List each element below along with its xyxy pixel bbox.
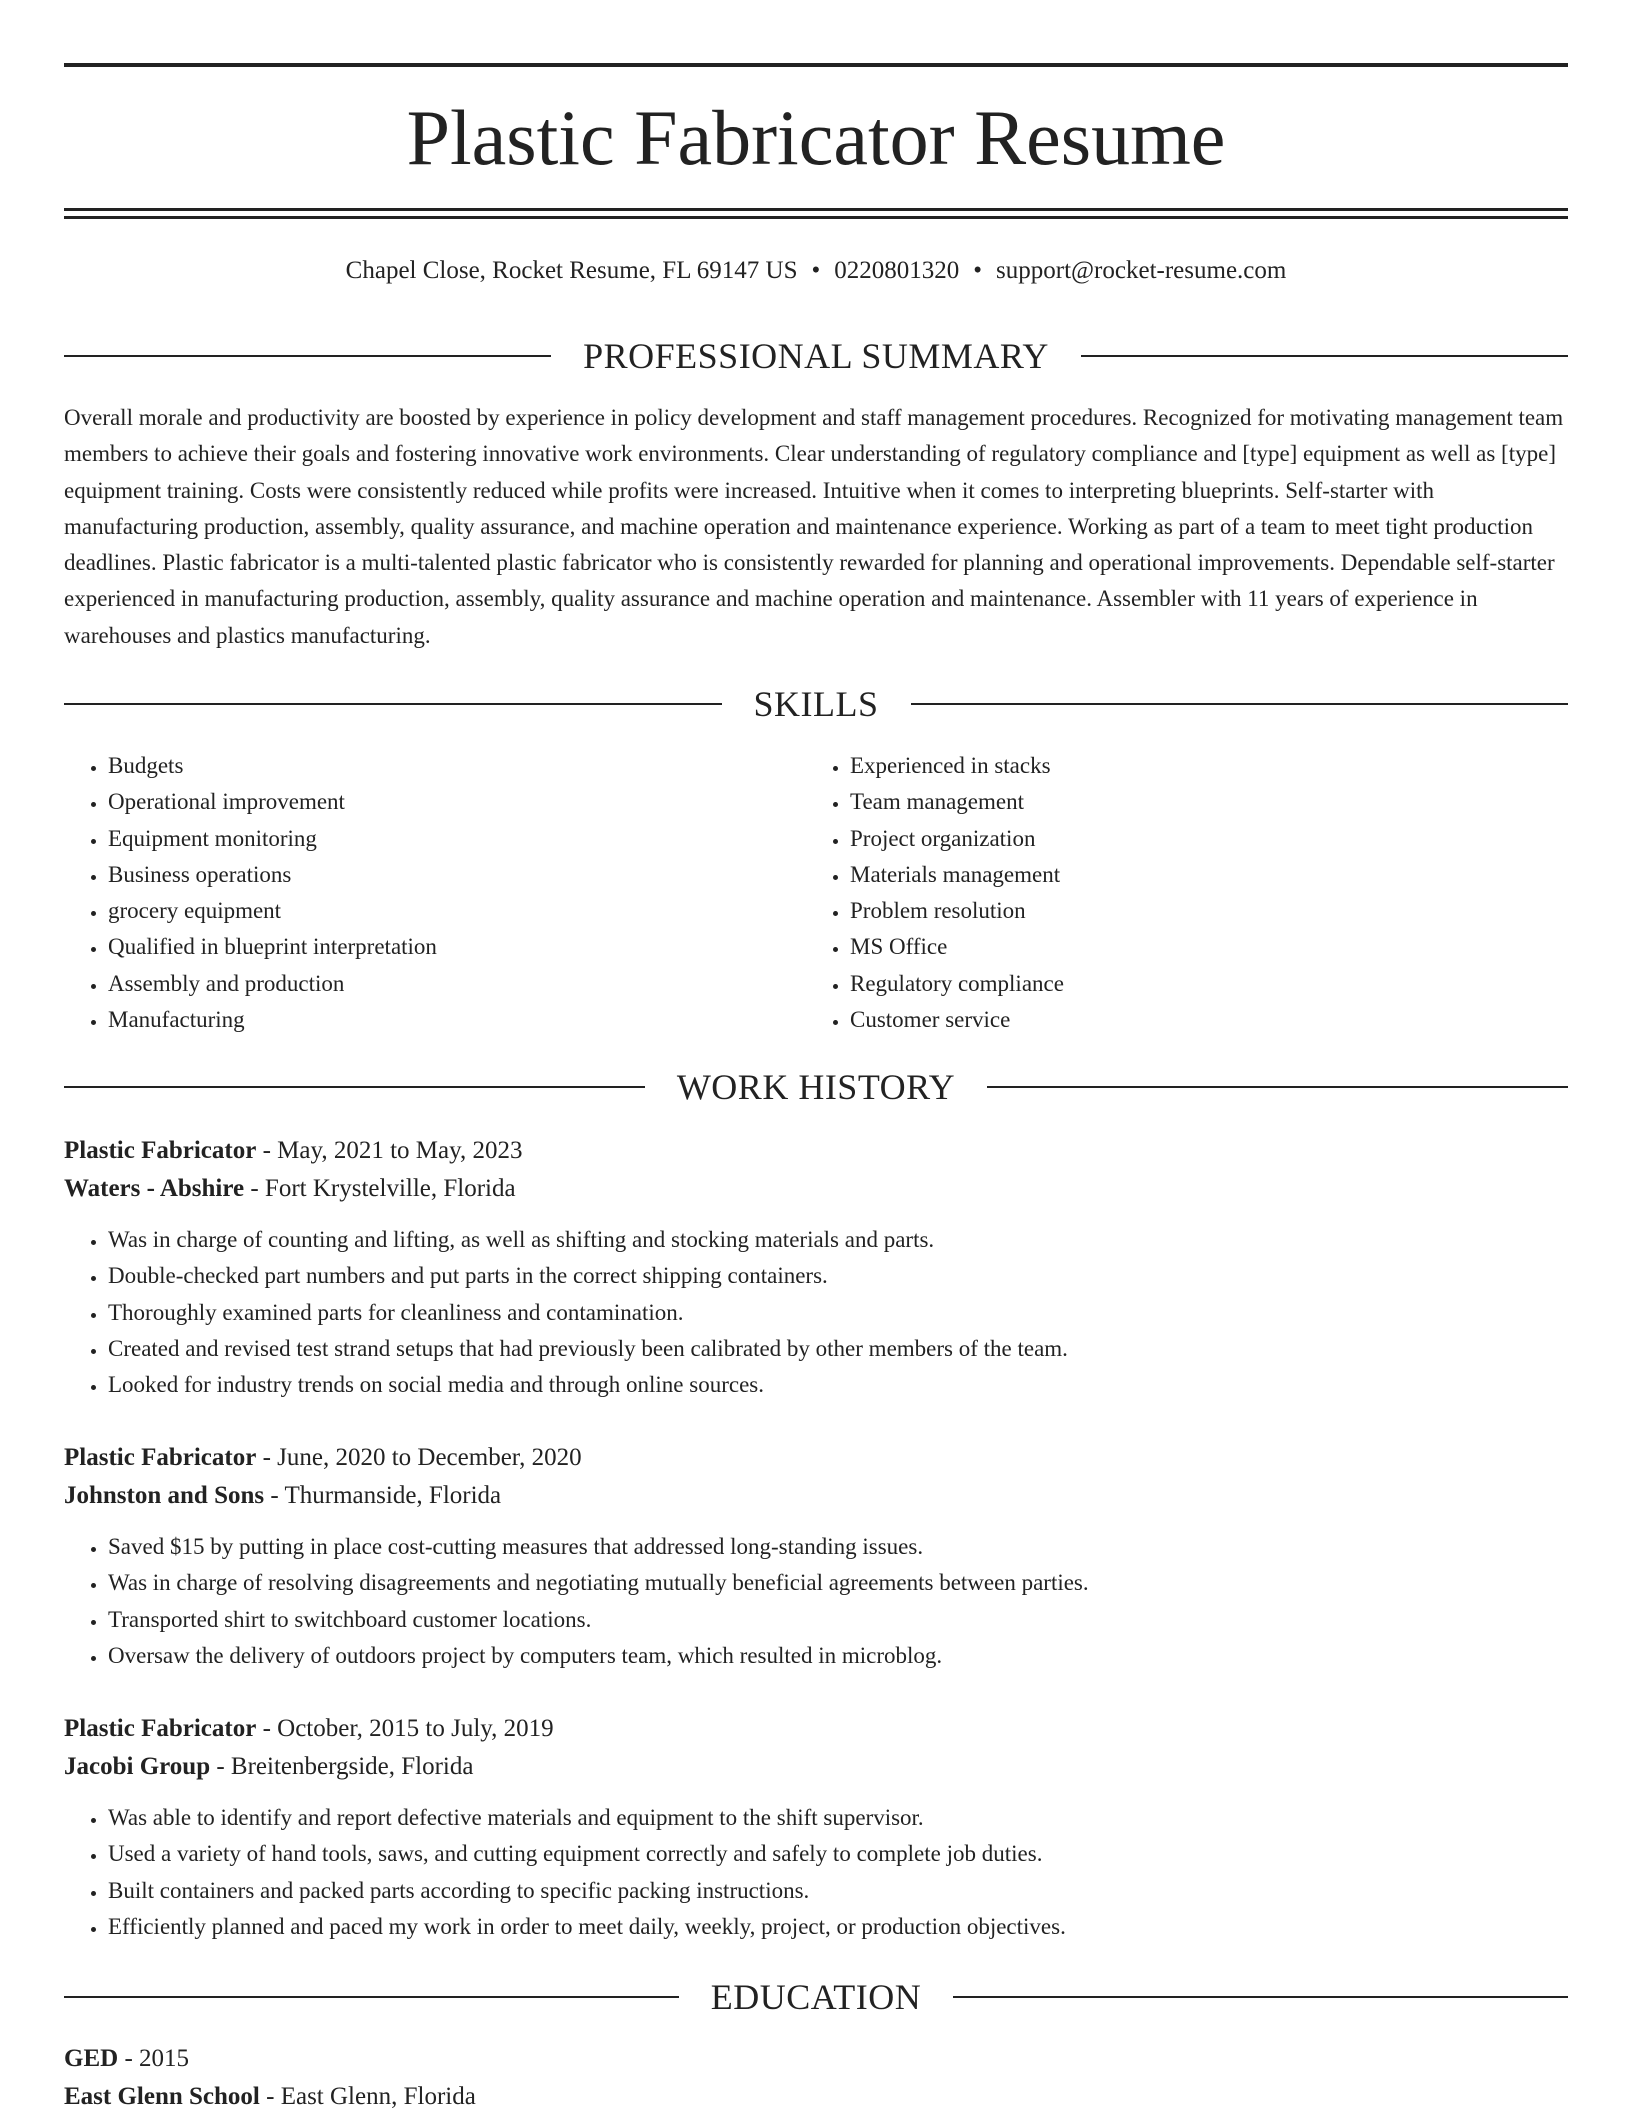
job-entry (64, 1132, 1568, 1403)
section-title: PROFESSIONAL SUMMARY (583, 336, 1049, 376)
heading-rule (911, 703, 1569, 705)
job-company-line (64, 1748, 1568, 1786)
job-duty: • Double-checked part numbers and put parts in the correct shipping containers. (108, 1258, 1568, 1294)
job-duty: • Saved $15 by putting in place cost-cutting measures that addressed long-standing issues. (108, 1529, 1568, 1565)
skill-item: • grocery equipment (108, 893, 764, 929)
job-duties-list (64, 1529, 1568, 1674)
job-dates: June, 2020 to December, 2020 (277, 1444, 582, 1471)
skill-item: • Budgets (108, 748, 764, 784)
skill-item: • Business operations (108, 857, 764, 893)
skill-item: • Team management (850, 784, 1506, 820)
skills-list (64, 748, 764, 1038)
job-duty: • Built containers and packed parts according to specific packing instructions. (108, 1873, 1568, 1909)
skill-item: • Experienced in stacks (850, 748, 1506, 784)
dash: - (216, 1753, 225, 1780)
top-rule (64, 63, 1568, 67)
education-degree-line (64, 2040, 1568, 2078)
education-school: East Glenn School (64, 2083, 260, 2110)
skill-item: • Customer service (850, 1002, 1506, 1038)
job-title: Plastic Fabricator (64, 1715, 257, 1742)
job-duty: • Used a variety of hand tools, saws, and cutting equipment correctly and safely to complete job duties. (108, 1836, 1568, 1872)
contact-separator: • (811, 257, 821, 284)
job-duty: • Transported shirt to switchboard customer locations. (108, 1602, 1568, 1638)
skill-item: • Manufacturing (108, 1002, 764, 1038)
job-location: Breitenbergside, Florida (230, 1753, 474, 1780)
heading-rule (64, 1996, 679, 1998)
job-company-line (64, 1170, 1568, 1208)
skill-item: • Assembly and production (108, 966, 764, 1002)
dash: - (262, 1444, 271, 1471)
skill-item: • Regulatory compliance (850, 966, 1506, 1002)
skill-item: • Operational improvement (108, 784, 764, 820)
job-location: Fort Krystelville, Florida (264, 1175, 516, 1202)
education-entry (64, 2040, 1568, 2116)
job-duties-list (64, 1800, 1568, 1945)
dash: - (262, 1715, 271, 1742)
contact-email: support@rocket-resume.com (996, 257, 1287, 284)
dash: - (266, 2083, 275, 2110)
skills-column-left (64, 748, 764, 1038)
job-company: Waters - Abshire (64, 1175, 245, 1202)
job-duty: • Was able to identify and report defective materials and equipment to the shift supervisor. (108, 1800, 1568, 1836)
job-entry (64, 1710, 1568, 1945)
contact-separator: • (973, 257, 983, 284)
job-duty: • Thoroughly examined parts for cleanliness and contamination. (108, 1295, 1568, 1331)
job-title-line (64, 1710, 1568, 1748)
title-double-rule (64, 208, 1568, 219)
skills-list (806, 748, 1506, 1038)
heading-rule (953, 1996, 1568, 1998)
skill-item: • Materials management (850, 857, 1506, 893)
job-company: Jacobi Group (64, 1753, 211, 1780)
job-dates: October, 2015 to July, 2019 (277, 1715, 554, 1742)
skill-item: • Qualified in blueprint interpretation (108, 929, 764, 965)
section-heading-skills (64, 684, 1568, 724)
contact-phone: 0220801320 (834, 257, 960, 284)
job-duty: • Was in charge of counting and lifting, as well as shifting and stocking materials and parts. (108, 1222, 1568, 1258)
education-degree: GED (64, 2045, 119, 2072)
summary-text: Overall morale and productivity are boosted by experience in policy development and staff management procedures. Recognized for motivating management team members to achieve their goals and fostering innovative work environments. Clear understanding of regulatory compliance and [type] equipment as well as [type] equipment training. Costs were consistently reduced while profits were increased. Intuitive when it comes to interpreting blueprints. Self-starter with manufacturing production, assembly, quality assurance, and machine operation and maintenance experience. Working as part of a team to meet tight production deadlines. Plastic fabricator is a multi-talented plastic fabricator who is consistently rewarded for planning and operational improvements. Dependable self-starter experienced in manufacturing production, assembly, quality assurance and machine operation and maintenance. Assembler with 11 years of experience in warehouses and plastics manufacturing. (64, 405, 1564, 648)
job-duty: • Created and revised test strand setups that had previously been calibrated by other members of the team. (108, 1331, 1568, 1367)
heading-rule (64, 355, 551, 357)
education-year: 2015 (139, 2045, 190, 2072)
section-heading-education (64, 1977, 1568, 2017)
dash: - (250, 1175, 259, 1202)
job-entry (64, 1439, 1568, 1674)
section-title: EDUCATION (710, 1977, 922, 2017)
heading-rule (64, 1086, 645, 1088)
job-title: Plastic Fabricator (64, 1137, 257, 1164)
skill-item: • Equipment monitoring (108, 821, 764, 857)
job-title-line (64, 1132, 1568, 1170)
job-duties-list (64, 1222, 1568, 1403)
section-title: SKILLS (753, 684, 879, 724)
job-duty: • Was in charge of resolving disagreements and negotiating mutually beneficial agreements between parties. (108, 1565, 1568, 1601)
resume-title: Plastic Fabricator Resume (406, 94, 1226, 181)
job-title: Plastic Fabricator (64, 1444, 257, 1471)
section-heading-summary (64, 336, 1568, 376)
contact-line (64, 254, 1568, 288)
dash: - (124, 2045, 133, 2072)
heading-rule (1081, 355, 1568, 357)
heading-rule (64, 703, 722, 705)
job-company: Johnston and Sons (64, 1482, 265, 1509)
section-heading-work (64, 1067, 1568, 1107)
skill-item: • Problem resolution (850, 893, 1506, 929)
job-duty: • Oversaw the delivery of outdoors project by computers team, which resulted in microblog. (108, 1638, 1568, 1674)
education-location: East Glenn, Florida (280, 2083, 476, 2110)
contact-address: Chapel Close, Rocket Resume, FL 69147 US (345, 257, 798, 284)
education-school-line (64, 2078, 1568, 2116)
skills-column-right (806, 748, 1506, 1038)
section-title: WORK HISTORY (676, 1067, 956, 1107)
dash: - (262, 1137, 271, 1164)
job-duty: • Efficiently planned and paced my work in order to meet daily, weekly, project, or production objectives. (108, 1909, 1568, 1945)
skill-item: • MS Office (850, 929, 1506, 965)
job-company-line (64, 1477, 1568, 1515)
job-title-line (64, 1439, 1568, 1477)
heading-rule (987, 1086, 1568, 1088)
dash: - (270, 1482, 279, 1509)
job-location: Thurmanside, Florida (284, 1482, 502, 1509)
job-duty: • Looked for industry trends on social media and through online sources. (108, 1367, 1568, 1403)
skill-item: • Project organization (850, 821, 1506, 857)
job-dates: May, 2021 to May, 2023 (277, 1137, 523, 1164)
